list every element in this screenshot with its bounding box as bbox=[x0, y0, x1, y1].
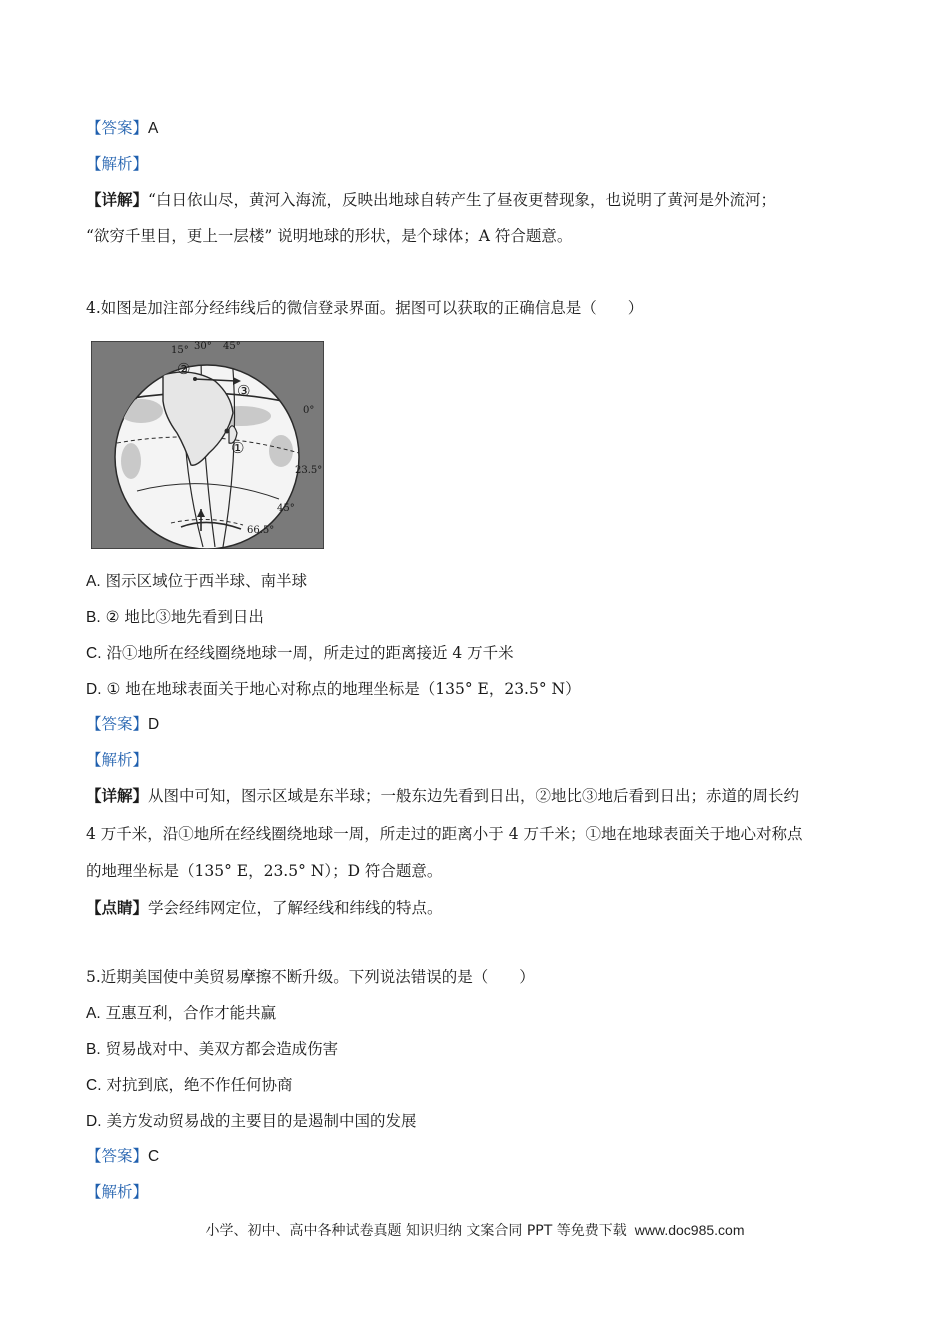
q4-analysis-label: 【解析】 bbox=[86, 751, 149, 769]
q3-detail-line1 bbox=[86, 190, 776, 210]
q5-question: 5.近期美国使中美贸易摩擦不断升级。下列说法错误的是（ ） bbox=[86, 968, 535, 986]
detail-label: 【详解】 bbox=[86, 190, 149, 209]
point-label-1: ① bbox=[231, 439, 245, 457]
lat-label-66-5: 66.5° bbox=[247, 525, 275, 536]
footer-text: 小学、初中、高中各种试卷真题 知识归纳 文案合同 PPT 等免费下载 bbox=[205, 1223, 627, 1239]
answer-label: 【答案】 bbox=[86, 119, 149, 137]
q4-option-d: D. ① 地在地球表面关于地心对称点的地理坐标是（135° E，23.5° N） bbox=[86, 680, 581, 698]
q4-answer bbox=[86, 714, 159, 735]
q5-answer bbox=[86, 1146, 159, 1167]
q4-detail-line2: 4 万千米，沿①地所在经线圈绕地球一周，所走过的距离小于 4 万千米；①地在地球表面关于地心对称点 bbox=[86, 825, 803, 843]
point-1-dot bbox=[225, 429, 230, 434]
q3-answer bbox=[86, 118, 158, 139]
q4-question: 4.如图是加注部分经纬线后的微信登录界面。据图可以获取的正确信息是（ ） bbox=[86, 299, 644, 317]
detail-text: 从图中可知，图示区域是东半球；一般东边先看到日出，②地比③地后看到日出；赤道的周长约 bbox=[148, 787, 800, 805]
footer-url[interactable]: www.doc985.com bbox=[634, 1222, 745, 1238]
answer-value: A bbox=[148, 120, 159, 137]
answer-value: C bbox=[148, 1148, 160, 1165]
answer-label: 【答案】 bbox=[86, 1147, 149, 1165]
lon-label-30: 30° bbox=[194, 341, 212, 352]
point-label-3: ③ bbox=[237, 382, 251, 400]
lon-label-45: 45° bbox=[223, 341, 241, 352]
q4-option-b: B. ② 地比③地先看到日出 bbox=[86, 608, 264, 626]
lon-label-15: 15° bbox=[171, 345, 189, 356]
tip-text: 学会经纬网定位，了解经线和纬线的特点。 bbox=[148, 899, 443, 917]
page-footer bbox=[0, 1220, 950, 1240]
q4-tip bbox=[86, 898, 443, 918]
lat-label-0: 0° bbox=[303, 405, 315, 416]
lat-label-45: 45° bbox=[277, 503, 295, 514]
q5-option-b: B. 贸易战对中、美双方都会造成伤害 bbox=[86, 1040, 339, 1058]
q4-detail-line1 bbox=[86, 786, 799, 806]
answer-label: 【答案】 bbox=[86, 715, 149, 733]
globe-figure bbox=[91, 341, 324, 549]
q3-analysis-label: 【解析】 bbox=[86, 155, 149, 173]
q4-option-c: C. 沿①地所在经线圈绕地球一周，所走过的距离接近 4 万千米 bbox=[86, 644, 514, 662]
q4-detail-line3: 的地理坐标是（135° E，23.5° N）；D 符合题意。 bbox=[86, 862, 443, 880]
detail-text: “白日依山尽，黄河入海流，反映出地球自转产生了昼夜更替现象，也说明了黄河是外流河； bbox=[148, 191, 776, 209]
q5-analysis-label: 【解析】 bbox=[86, 1183, 149, 1201]
q3-detail-line2: “欲穷千里目，更上一层楼” 说明地球的形状，是个球体；A 符合题意。 bbox=[86, 227, 573, 245]
point-label-2: ② bbox=[177, 360, 191, 378]
q5-option-c: C. 对抗到底，绝不作任何协商 bbox=[86, 1076, 293, 1094]
q4-option-a: A. 图示区域位于西半球、南半球 bbox=[86, 572, 308, 590]
tip-label: 【点睛】 bbox=[86, 898, 149, 917]
q5-option-d: D. 美方发动贸易战的主要目的是遏制中国的发展 bbox=[86, 1112, 417, 1130]
detail-label: 【详解】 bbox=[86, 786, 149, 805]
lat-label-23-5: 23.5° bbox=[295, 465, 323, 476]
q5-option-a: A. 互惠互利，合作才能共赢 bbox=[86, 1004, 277, 1022]
answer-value: D bbox=[148, 716, 160, 733]
globe-map bbox=[91, 341, 324, 549]
